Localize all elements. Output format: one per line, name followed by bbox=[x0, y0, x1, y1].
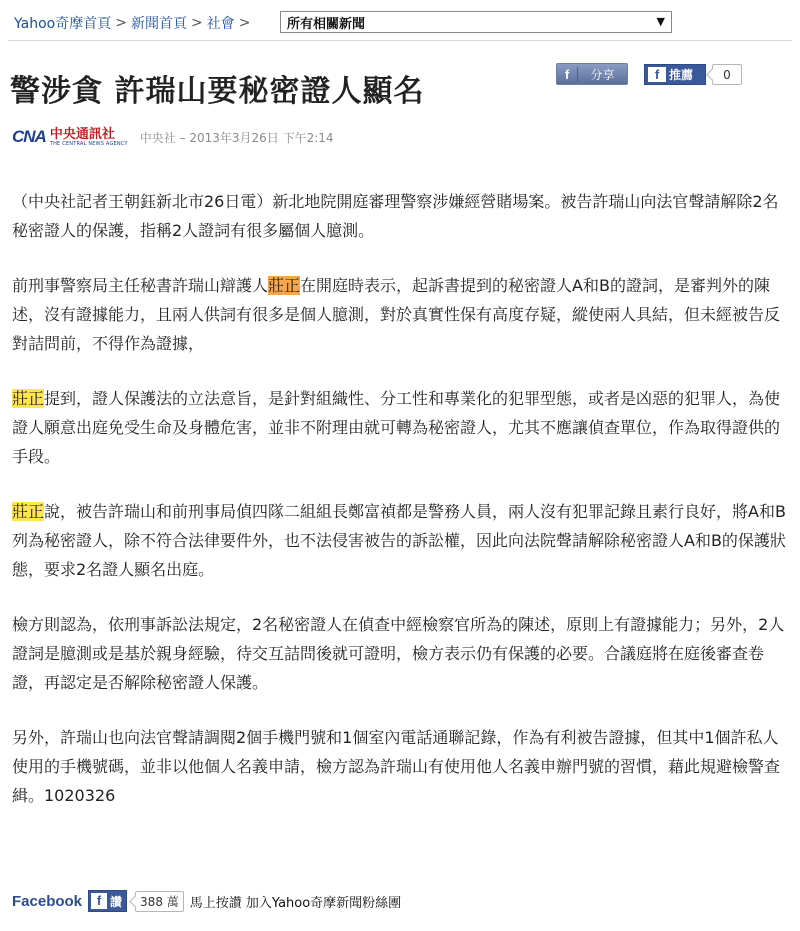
dropdown-arrow-icon: ▼ bbox=[656, 15, 665, 28]
cna-logo-english: THE CENTRAL NEWS AGENCY bbox=[49, 140, 128, 147]
recommend-count: 0 bbox=[712, 64, 742, 85]
cna-logo-mark: CNA bbox=[12, 127, 46, 146]
breadcrumb-news-home[interactable]: 新聞首頁 bbox=[130, 16, 187, 32]
facebook-like-count: 388 萬 bbox=[135, 891, 184, 912]
facebook-fan-bar bbox=[12, 889, 401, 913]
header-divider bbox=[8, 40, 792, 41]
recommend-button-label: 推薦 bbox=[669, 68, 694, 82]
article-body bbox=[12, 187, 790, 836]
related-news-select[interactable] bbox=[280, 11, 672, 33]
highlighted-keyword: 莊正 bbox=[12, 502, 45, 521]
facebook-icon: f bbox=[648, 67, 666, 82]
breadcrumb-yahoo-home[interactable]: Yahoo奇摩首頁 bbox=[14, 16, 112, 32]
article-paragraph bbox=[12, 497, 790, 584]
article-title: 警涉貪 許瑞山要秘密證人顯名 bbox=[10, 74, 425, 109]
breadcrumb-separator: > bbox=[238, 15, 251, 31]
article-paragraph bbox=[12, 271, 790, 358]
related-news-select-value: 所有相關新聞 bbox=[287, 16, 366, 32]
paragraph-text: 說，被告許瑞山和前刑事局偵四隊二組組長鄭富禎都是警務人員，兩人沒有犯罪記錄且素行良好，將A和B列為秘密證人，除不符合法律要件外，也不法侵害被告的訴訟權，因此向法院聲請解除秘密證人A和B的保護狀態，要求2名證人顯名出庭。 bbox=[12, 502, 786, 579]
breadcrumb-separator: > bbox=[190, 15, 203, 31]
article-source bbox=[12, 124, 334, 150]
paragraph-text: （中央社記者王朝鈺新北市26日電）新北地院開庭審理警察涉嫌經營賭場案。被告許瑞山向法官聲請解除2名秘密證人的保護，指稱2人證詞有很多屬個人臆測。 bbox=[12, 192, 779, 240]
paragraph-text: 在開庭時表示，起訴書提到的秘密證人A和B的證詞，是審判外的陳述，沒有證據能力，且兩人供詞有很多是個人臆測，對於真實性保有高度存疑，縱使兩人具結，但未經被告反對詰問前，不得作為證據， bbox=[12, 276, 781, 353]
paragraph-text: 檢方則認為，依刑事訴訟法規定，2名秘密證人在偵查中經檢察官所為的陳述，原則上有證據能力；另外，2人證詞是臆測或是基於親身經驗，待交互詰問後就可證明，檢方表示仍有保護的必要。合議庭將在庭後審查卷證，再認定是否解除秘密證人保護。 bbox=[12, 615, 785, 692]
article-paragraph bbox=[12, 610, 790, 697]
article-paragraph bbox=[12, 384, 790, 471]
join-fan-page-text: 馬上按讚 加入Yahoo奇摩新聞粉絲團 bbox=[189, 895, 402, 911]
facebook-like-button[interactable] bbox=[88, 890, 127, 912]
facebook-recommend-button[interactable] bbox=[644, 64, 706, 85]
facebook-icon: f bbox=[91, 893, 107, 909]
facebook-share-button[interactable] bbox=[556, 63, 628, 85]
highlighted-keyword: 莊正 bbox=[12, 389, 45, 408]
share-button-label: 分享 bbox=[590, 67, 615, 82]
breadcrumb-society[interactable]: 社會 bbox=[206, 16, 235, 32]
cna-logo-chinese: 中央通訊社 bbox=[49, 126, 115, 142]
cna-logo bbox=[12, 127, 128, 147]
paragraph-text: 提到，證人保護法的立法意旨，是針對組織性、分工性和專業化的犯罪型態，或者是凶惡的犯罪人，為使證人願意出庭免受生命及身體危害，並非不附理由就可轉為秘密證人，尤其不應讓偵查單位，作為取得證供的手段。 bbox=[12, 389, 781, 466]
breadcrumb-separator: > bbox=[115, 15, 127, 31]
paragraph-text: 前刑事警察局主任秘書許瑞山辯護人 bbox=[12, 276, 269, 295]
article-paragraph bbox=[12, 723, 790, 810]
paragraph-text: 另外，許瑞山也向法官聲請調閱2個手機門號和1個室內電話通聯記錄，作為有利被告證據，但其中1個許私人使用的手機號碼，並非以他個人名義申請，檢方認為許瑞山有使用他人名義申辦門號的習慣，藉此規避檢警查緝。1020326 bbox=[12, 728, 781, 805]
like-button-label: 讚 bbox=[110, 894, 123, 909]
highlighted-keyword: 莊正 bbox=[268, 276, 301, 295]
article-paragraph bbox=[12, 187, 790, 245]
breadcrumb bbox=[14, 12, 254, 34]
facebook-icon: f bbox=[557, 67, 578, 82]
article-byline: 中央社 – 2013年3月26日 下午2:14 bbox=[139, 130, 334, 145]
facebook-brand: Facebook bbox=[12, 892, 83, 910]
